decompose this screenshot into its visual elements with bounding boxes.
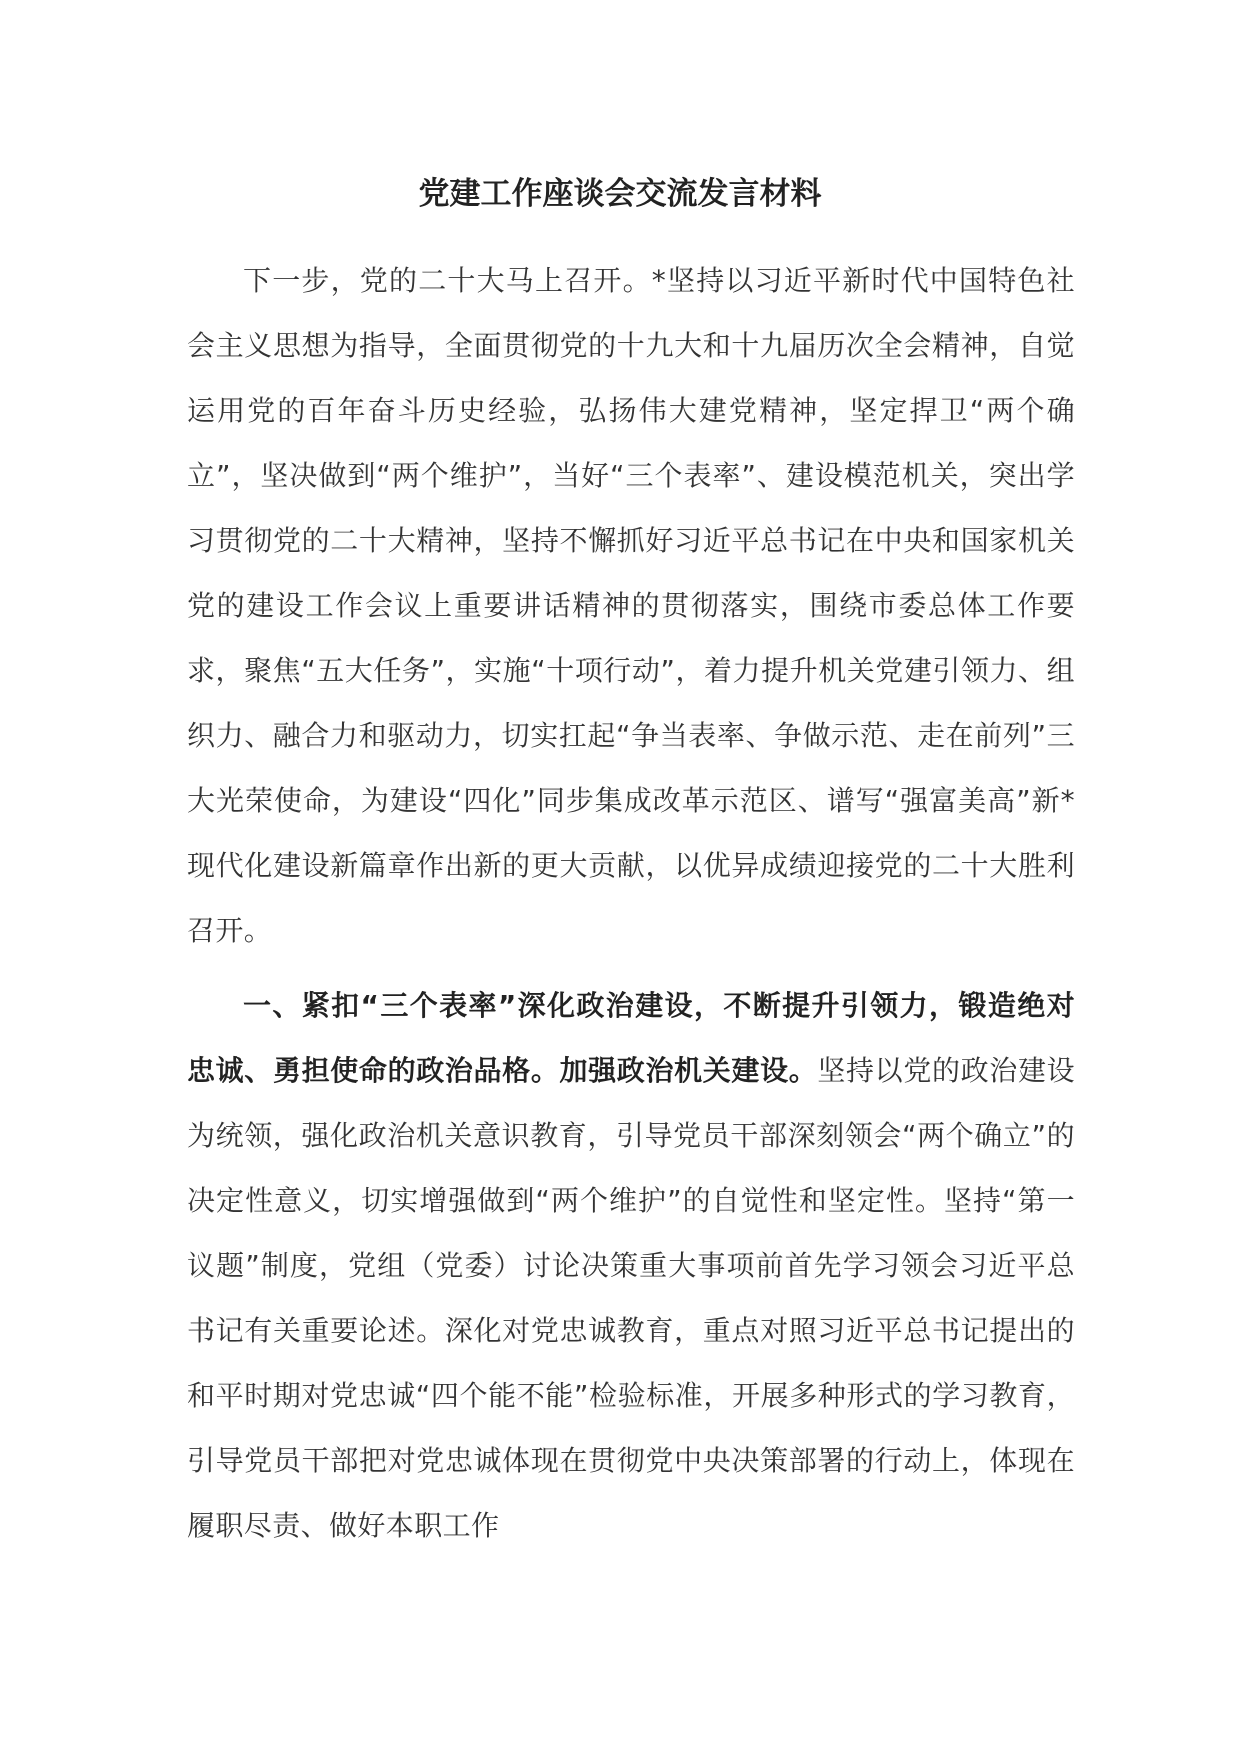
- paragraph-intro: 下一步，党的二十大马上召开。*坚持以习近平新时代中国特色社会主义思想为指导，全面贯彻党的十九大和十九届历次全会精神，自觉运用党的百年奋斗历史经验，弘扬伟大建党精神，坚定捍卫“两个确立”，坚决做到“两个维护”，当好“三个表率”、建设模范机关，突出学习贯彻党的二十大精神，坚持不懈抓好习近平总书记在中央和国家机关党的建设工作会议上重要讲话精神的贯彻落实，围绕市委总体工作要求，聚焦“五大任务”，实施“十项行动”，着力提升机关党建引领力、组织力、融合力和驱动力，切实扛起“争当表率、争做示范、走在前列”三大光荣使命，为建设“四化”同步集成改革示范区、谱写“强富美高”新*现代化建设新篇章作出新的更大贡献，以优异成绩迎接党的二十大胜利召开。: [187, 264, 1075, 947]
- paragraph-section-1: [187, 973, 1075, 1558]
- section-1-subheading: 加强政治机关建设。: [559, 1054, 818, 1087]
- section-1-body: 坚持以党的政治建设为统领，强化政治机关意识教育，引导党员干部深刻领会“两个确立”的决定性意义，切实增强做到“两个维护”的自觉性和坚定性。坚持“第一议题”制度，党组（党委）讨论决策重大事项前首先学习领会习近平总书记有关重要论述。深化对党忠诚教育，重点对照习近平总书记提出的和平时期对党忠诚“四个能不能”检验标准，开展多种形式的学习教育，引导党员干部把对党忠诚体现在贯彻党中央决策部署的行动上，体现在履职尽责、做好本职工作: [187, 1054, 1075, 1542]
- section-1-heading: 一、紧扣“三个表率”深化政治建设，不断提升引领力，锻造绝对忠诚、勇担使命的政治品格。: [187, 989, 1075, 1087]
- document-title: 党建工作座谈会交流发言材料: [418, 176, 822, 212]
- document-body: [187, 248, 1075, 1558]
